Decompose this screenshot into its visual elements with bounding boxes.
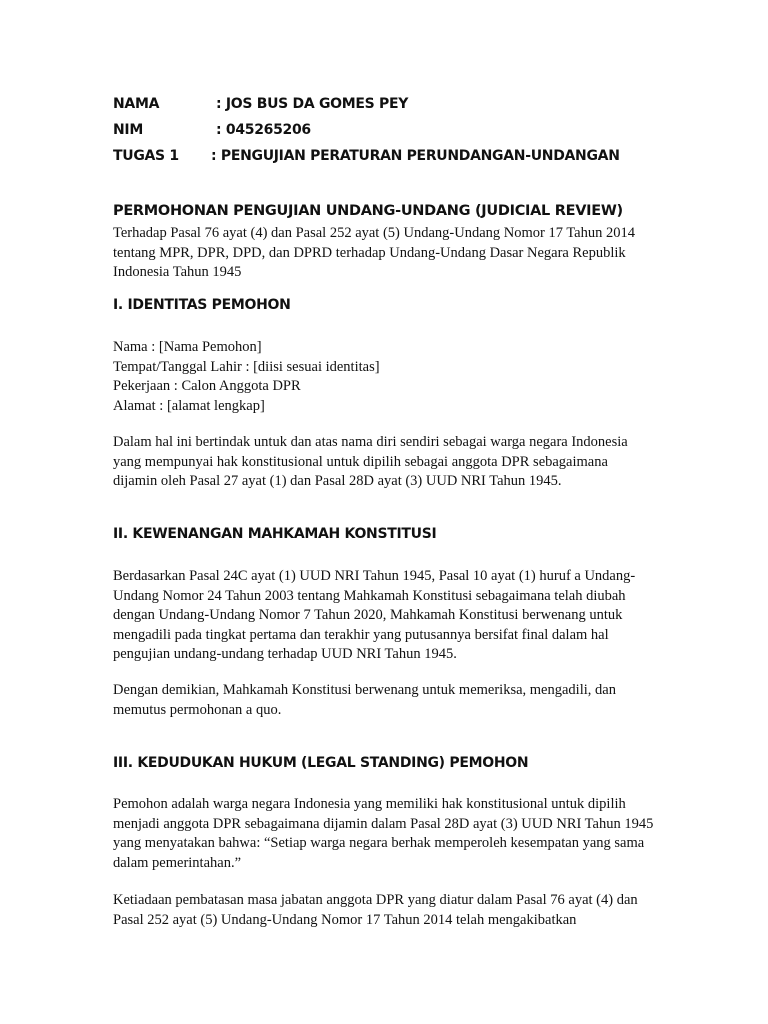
paragraph-line: Berdasarkan Pasal 24C ayat (1) UUD NRI Tahun 1945, Pasal 10 ayat (1) huruf a Undang- bbox=[113, 568, 636, 584]
paragraph-line: yang menyatakan bahwa: “Setiap warga negara berhak memperoleh kesempatan yang sama bbox=[113, 835, 645, 851]
paragraph-line: Ketiadaan pembatasan masa jabatan anggota DPR yang diatur dalam Pasal 76 ayat (4) dan bbox=[113, 892, 638, 908]
identity-address: Alamat : [alamat lengkap] bbox=[113, 397, 265, 414]
section-heading-identitas: I. IDENTITAS PEMOHON bbox=[113, 297, 291, 313]
student-id-label: NIM bbox=[113, 122, 143, 138]
student-name-label: NAMA bbox=[113, 96, 160, 112]
intro-line: Indonesia Tahun 1945 bbox=[113, 264, 242, 280]
paragraph-line: dalam pemerintahan.” bbox=[113, 854, 242, 871]
student-name-value: : JOS BUS DA GOMES PEY bbox=[216, 96, 409, 112]
paragraph-line: dengan Undang-Undang Nomor 7 Tahun 2020, Mahkamah Konstitusi berwenang untuk bbox=[113, 607, 623, 623]
assignment-label: TUGAS 1 bbox=[113, 148, 179, 164]
section-heading-kewenangan: II. KEWENANGAN MAHKAMAH KONSTITUSI bbox=[113, 526, 437, 542]
assignment-value: : PENGUJIAN PERATURAN PERUNDANGAN-UNDANGAN bbox=[211, 148, 620, 164]
paragraph-line: yang mempunyai hak konstitusional untuk dipilih sebagai anggota DPR sebagaimana bbox=[113, 453, 608, 470]
document-title: PERMOHONAN PENGUJIAN UNDANG-UNDANG (JUDICIAL REVIEW) bbox=[113, 203, 623, 219]
identity-paragraph bbox=[113, 433, 668, 492]
intro-line: tentang MPR, DPR, DPD, dan DPRD terhadap Undang-Undang Dasar Negara Republik bbox=[113, 244, 626, 261]
identity-birth: Tempat/Tanggal Lahir : [diisi sesuai identitas] bbox=[113, 358, 380, 375]
authority-conclusion bbox=[113, 681, 668, 720]
identity-occupation: Pekerjaan : Calon Anggota DPR bbox=[113, 378, 301, 394]
paragraph-line: Pemohon adalah warga negara Indonesia yang memiliki hak konstitusional untuk dipilih bbox=[113, 796, 626, 812]
paragraph-line: mengadili pada tingkat pertama dan terakhir yang putusannya bersifat final dalam hal bbox=[113, 626, 609, 643]
paragraph-line: dijamin oleh Pasal 27 ayat (1) dan Pasal 28D ayat (3) UUD NRI Tahun 1945. bbox=[113, 473, 562, 489]
paragraph-line: memutus permohonan a quo. bbox=[113, 701, 282, 718]
legal-standing-paragraph bbox=[113, 795, 668, 873]
intro-line: Terhadap Pasal 76 ayat (4) dan Pasal 252 ayat (5) Undang-Undang Nomor 17 Tahun 2014 bbox=[113, 225, 635, 241]
student-id-value: : 045265206 bbox=[216, 122, 311, 138]
paragraph-line: menjadi anggota DPR sebagaimana dijamin dalam Pasal 28D ayat (3) UUD NRI Tahun 1945 bbox=[113, 815, 654, 832]
paragraph-line: Undang Nomor 24 Tahun 2003 tentang Mahkamah Konstitusi sebagaimana telah diubah bbox=[113, 587, 626, 604]
identity-list bbox=[113, 338, 668, 416]
paragraph-line: Pasal 252 ayat (5) Undang-Undang Nomor 17 Tahun 2014 telah mengakibatkan bbox=[113, 911, 577, 928]
paragraph-line: Dalam hal ini bertindak untuk dan atas nama diri sendiri sebagai warga negara Indonesia bbox=[113, 434, 628, 450]
paragraph-line: pengujian undang-undang terhadap UUD NRI Tahun 1945. bbox=[113, 646, 457, 662]
paragraph-line: Dengan demikian, Mahkamah Konstitusi berwenang untuk memeriksa, mengadili, dan bbox=[113, 682, 616, 698]
section-heading-legal-standing: III. KEDUDUKAN HUKUM (LEGAL STANDING) PEMOHON bbox=[113, 755, 529, 771]
intro-paragraph bbox=[113, 224, 668, 283]
legal-standing-continuation bbox=[113, 891, 668, 930]
authority-paragraph bbox=[113, 567, 668, 665]
identity-name: Nama : [Nama Pemohon] bbox=[113, 339, 262, 355]
